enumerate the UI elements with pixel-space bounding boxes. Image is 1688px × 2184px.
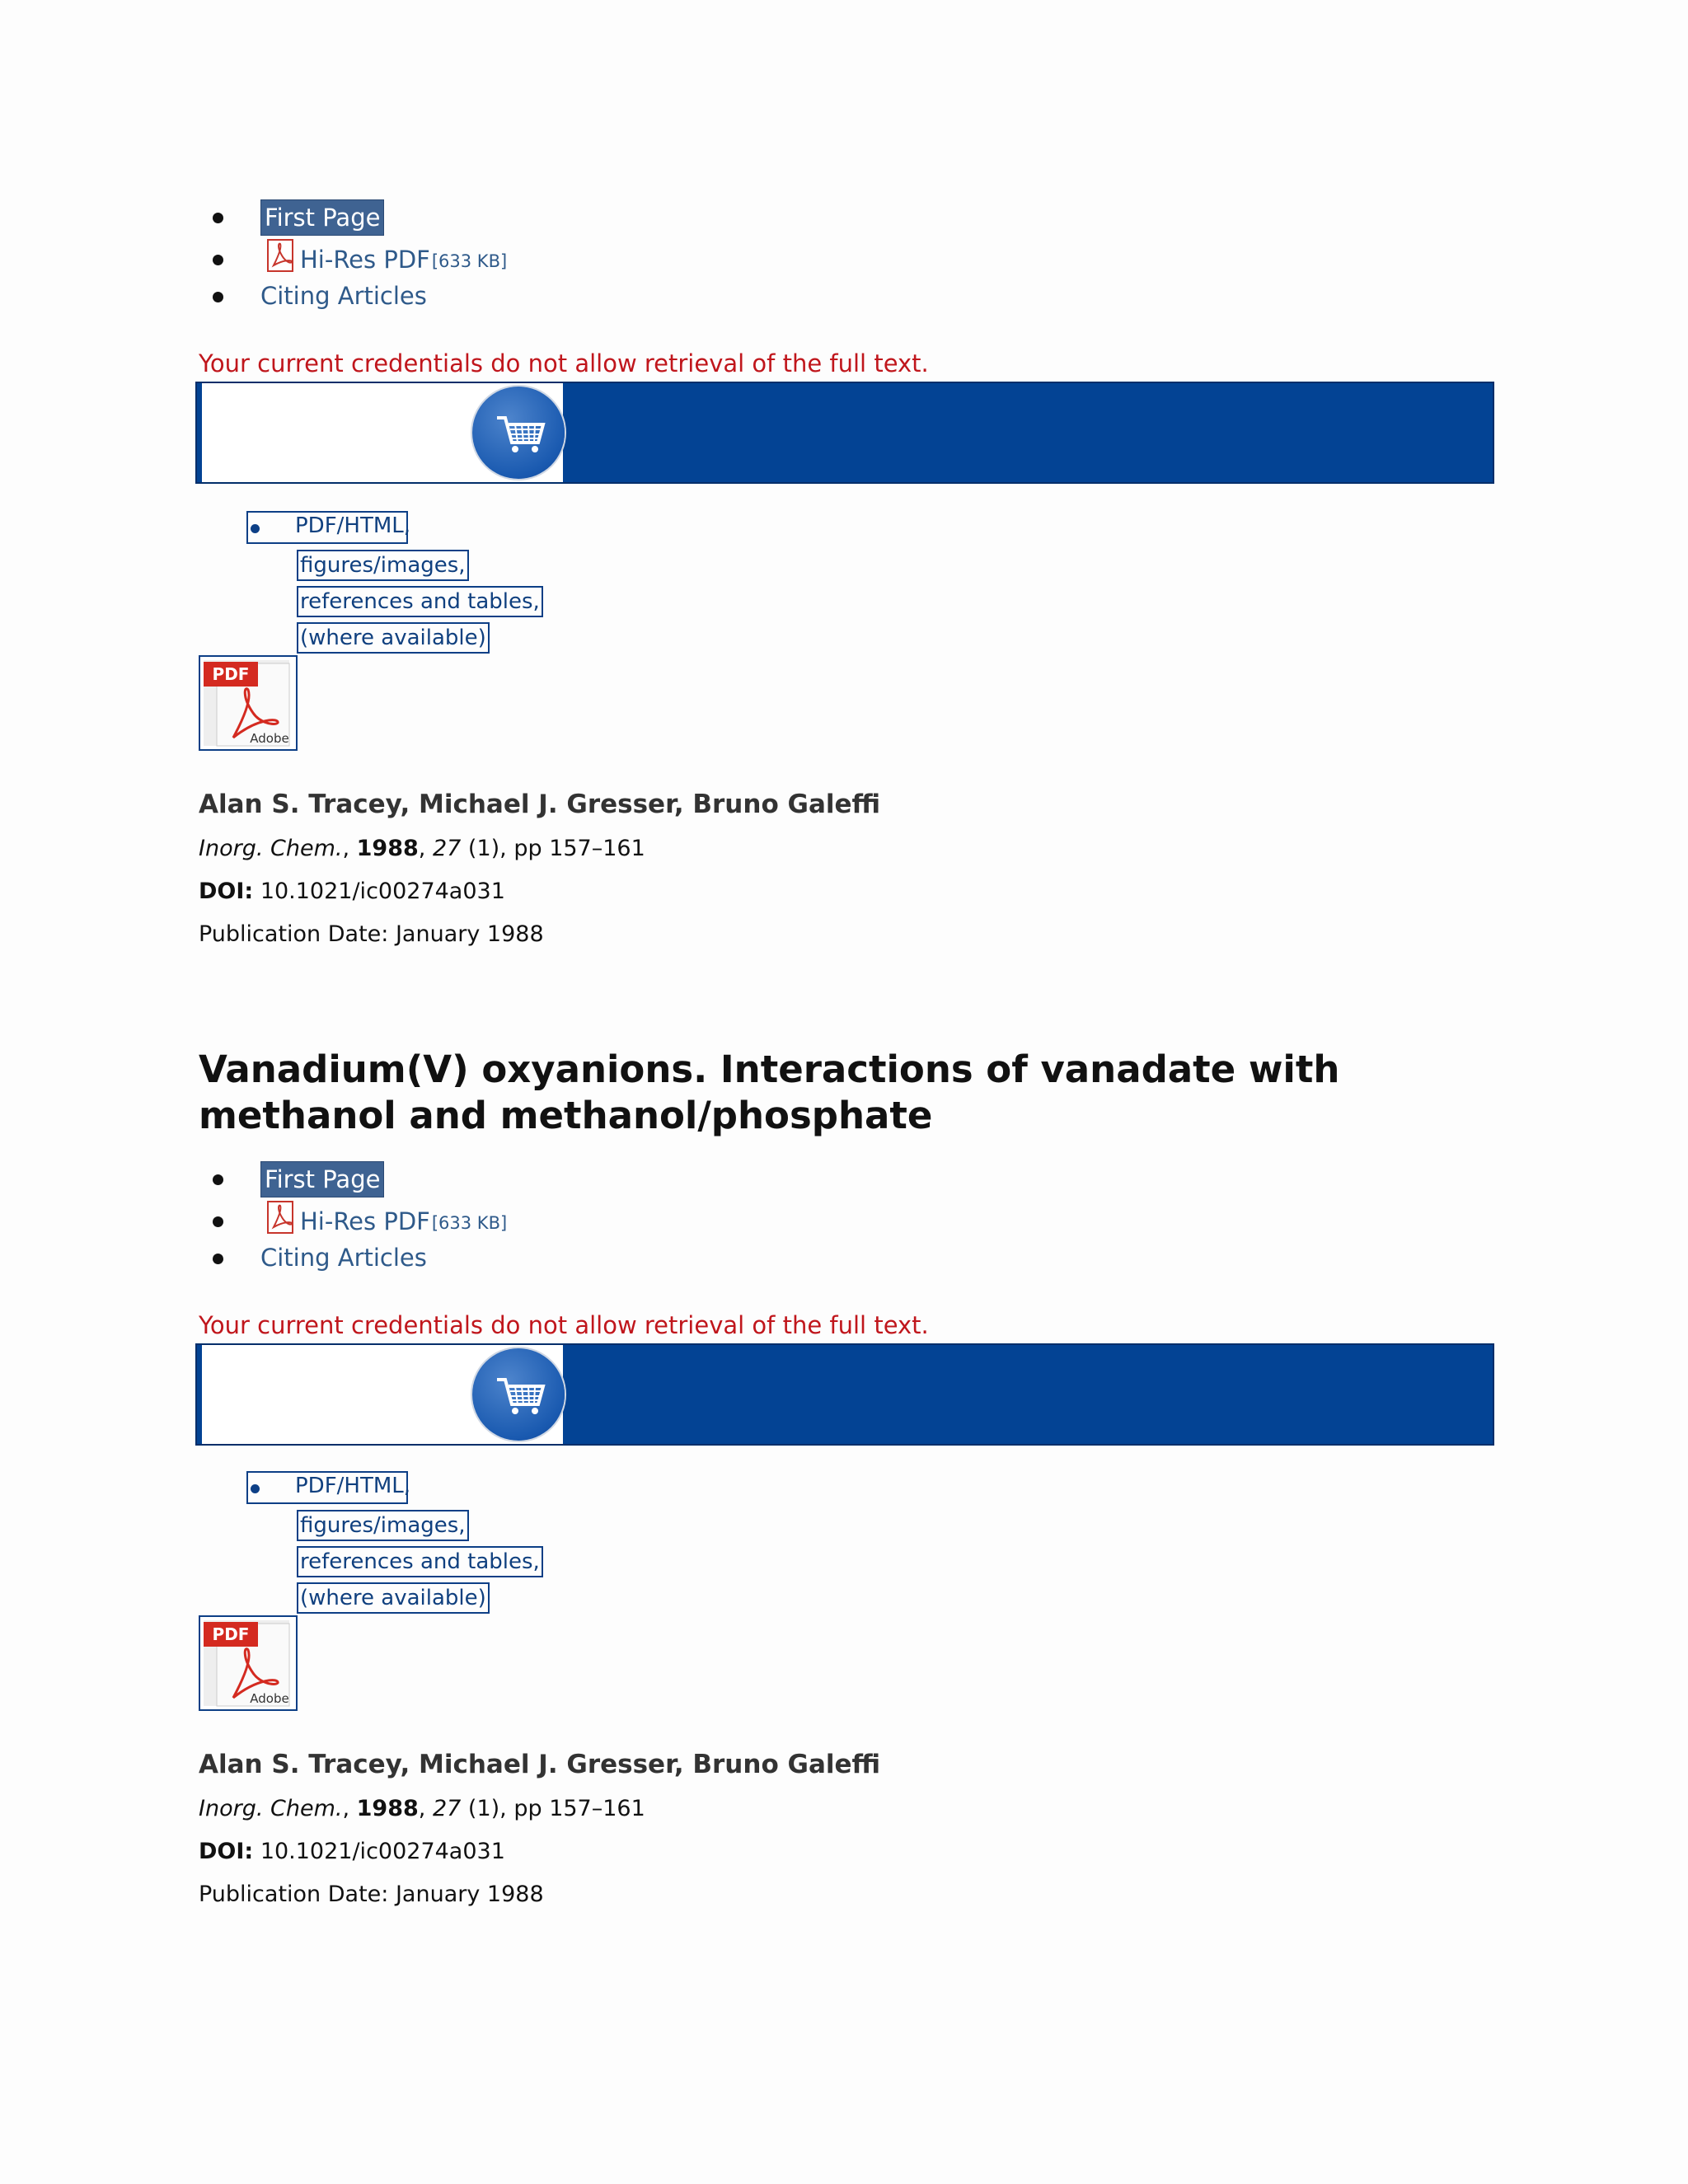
pages: pp 157–161 [513, 1796, 645, 1821]
first-page-link[interactable]: First Page [260, 1161, 384, 1197]
pdf-label: PDF [212, 1624, 250, 1644]
credentials-warning: Your current credentials do not allow retrieval of the full text. [199, 1311, 929, 1339]
pub-year: 1988 [356, 1796, 419, 1821]
file-size: [633 KB] [431, 251, 508, 271]
list-bullet [213, 1174, 223, 1185]
banner-panel [202, 1345, 563, 1444]
article-citation: Inorg. Chem., 1988, 27 (1), pp 157–161 [199, 836, 645, 861]
doi-value[interactable]: 10.1021/ic00274a031 [260, 879, 505, 904]
list-bullet [213, 213, 223, 223]
access-bullet [251, 1484, 260, 1493]
adobe-label: Adobe [250, 731, 289, 746]
article-authors: Alan S. Tracey, Michael J. Gresser, Bruno Galeffi [199, 790, 881, 819]
first-page-link[interactable]: First Page [260, 199, 384, 236]
pub-year: 1988 [356, 836, 419, 861]
file-size: [633 KB] [431, 1213, 508, 1233]
list-bullet [213, 292, 223, 302]
access-item[interactable]: (where available) [297, 622, 490, 654]
doi-value[interactable]: 10.1021/ic00274a031 [260, 1839, 505, 1864]
citing-articles-link[interactable]: Citing Articles [260, 1244, 427, 1272]
adobe-label: Adobe [250, 1691, 289, 1706]
shopping-cart-icon[interactable] [472, 1348, 565, 1441]
access-item[interactable]: references and tables, [297, 586, 543, 617]
access-item[interactable]: figures/images, [297, 550, 469, 581]
pdf-icon [265, 239, 298, 274]
pdf-icon [265, 1201, 298, 1235]
citing-articles-link[interactable]: Citing Articles [260, 282, 427, 310]
shopping-cart-icon[interactable] [472, 387, 565, 479]
access-item[interactable]: figures/images, [297, 1510, 469, 1541]
article-entry-2 [0, 960, 1688, 1920]
volume: 27 [432, 1796, 462, 1821]
article-doi [199, 1839, 505, 1864]
access-item[interactable]: PDF/HTML, [295, 513, 411, 538]
hires-pdf-link[interactable] [265, 1201, 507, 1235]
purchase-banner [195, 382, 1494, 484]
pdf-label: PDF [212, 664, 250, 684]
volume: 27 [432, 836, 462, 861]
hires-pdf-link[interactable] [265, 239, 507, 274]
access-item[interactable]: PDF/HTML, [295, 1474, 411, 1498]
access-item[interactable]: references and tables, [297, 1546, 543, 1577]
journal-name: Inorg. Chem. [199, 1796, 343, 1821]
article-citation: Inorg. Chem., 1988, 27 (1), pp 157–161 [199, 1796, 645, 1821]
article-title[interactable]: Vanadium(V) oxyanions. Interactions of vanadate with methanol and methanol/phosphate [199, 1047, 1340, 1137]
credentials-warning: Your current credentials do not allow retrieval of the full text. [199, 349, 929, 377]
publication-date: Publication Date: January 1988 [199, 1882, 544, 1907]
hires-pdf-label: Hi-Res PDF [300, 246, 430, 274]
list-bullet [213, 1216, 223, 1227]
adobe-pdf-icon[interactable] [199, 1615, 298, 1711]
access-bullet [251, 524, 260, 533]
publication-date: Publication Date: January 1988 [199, 921, 544, 947]
list-bullet [213, 1254, 223, 1264]
list-bullet [213, 255, 223, 265]
issue: (1) [467, 1796, 500, 1821]
access-item[interactable]: (where available) [297, 1582, 490, 1614]
issue: (1) [467, 836, 500, 861]
doi-label: DOI: [199, 879, 254, 904]
doi-label: DOI: [199, 1839, 254, 1864]
purchase-banner [195, 1343, 1494, 1446]
article-authors: Alan S. Tracey, Michael J. Gresser, Bruno Galeffi [199, 1750, 881, 1779]
banner-panel [202, 383, 563, 482]
hires-pdf-label: Hi-Res PDF [300, 1207, 430, 1235]
article-doi [199, 879, 505, 904]
article-entry-1 [0, 0, 1688, 960]
journal-name: Inorg. Chem. [199, 836, 343, 861]
adobe-pdf-icon[interactable] [199, 655, 298, 751]
pages: pp 157–161 [513, 836, 645, 861]
